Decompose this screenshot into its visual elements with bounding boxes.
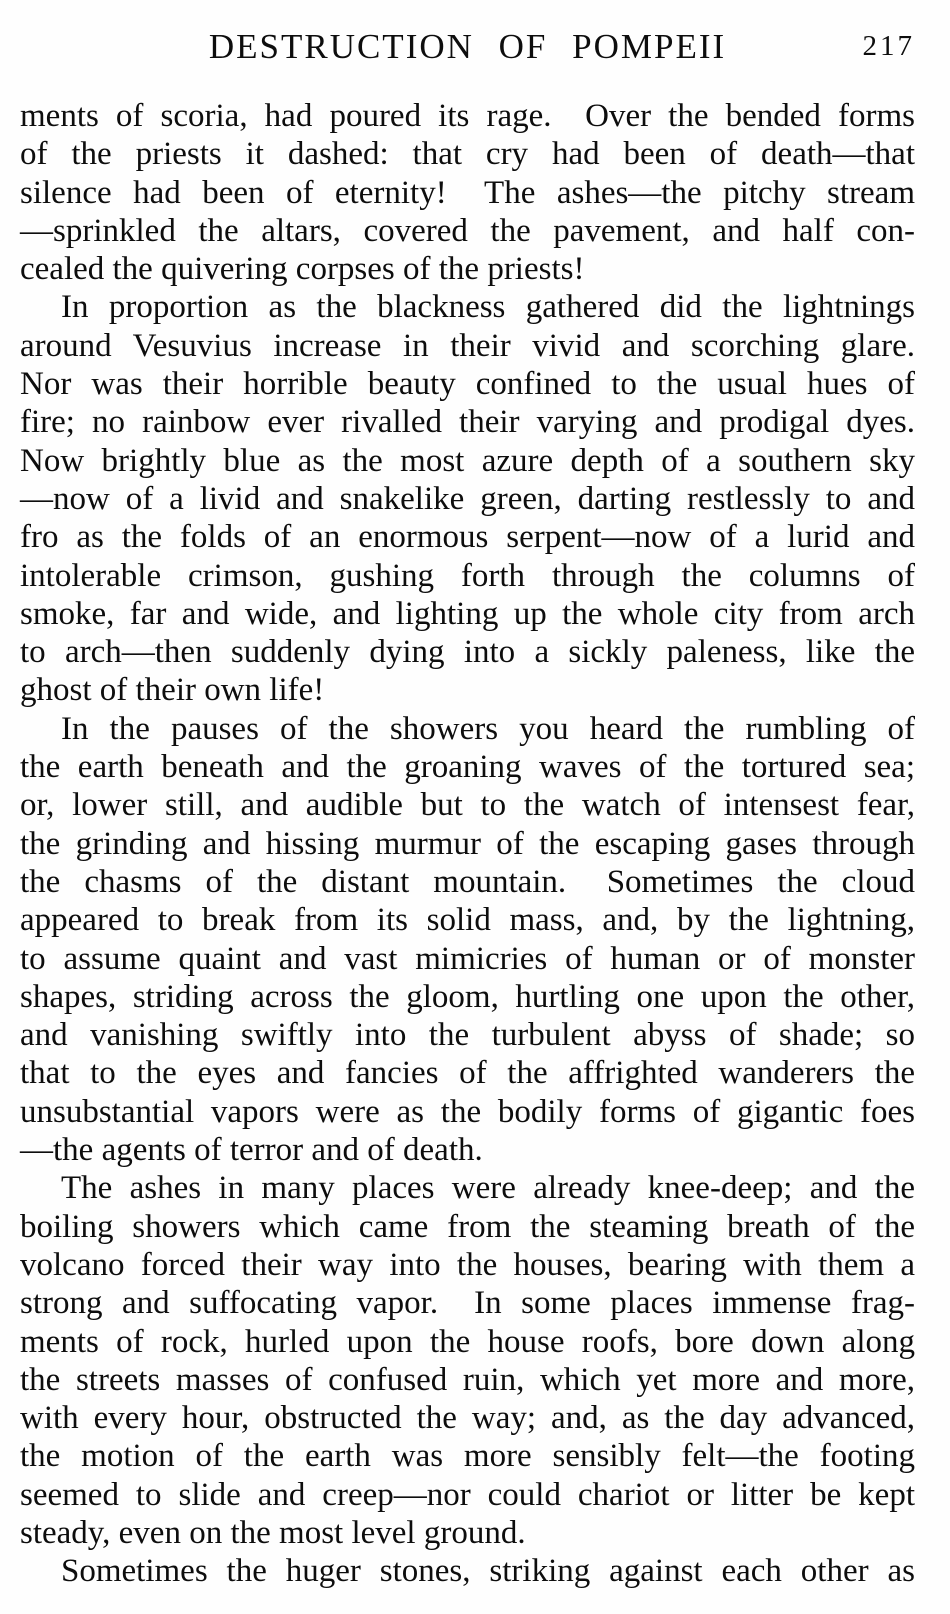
text-line: the streets masses of confused ruin, which yet more and more, (20, 1361, 915, 1398)
text-line: boiling showers which came from the steaming breath of the (20, 1208, 915, 1245)
text-line: —sprinkled the altars, covered the pavement, and half con- (20, 212, 915, 249)
text-line: fire; no rainbow ever rivalled their varying and prodigal dyes. (20, 404, 915, 441)
text-line: unsubstantial vapors were as the bodily forms of gigantic foes (20, 1093, 915, 1130)
text-line: intolerable crimson, gushing forth through the columns of (20, 557, 915, 594)
text-line: the earth beneath and the groaning waves of the tortured sea; (20, 749, 915, 786)
paragraph (20, 1552, 915, 1590)
paragraph (20, 1169, 915, 1552)
text-line: ghost of their own life! (20, 672, 325, 709)
text-line: to assume quaint and vast mimicries of human or of monster (20, 940, 915, 977)
text-line: to arch—then suddenly dying into a sickly paleness, like the (20, 634, 915, 671)
text-line: In proportion as the blackness gathered did the lightnings (61, 289, 915, 326)
text-line: Now brightly blue as the most azure depth of a southern sky (20, 442, 915, 479)
text-line: or, lower still, and audible but to the watch of intensest fear, (20, 787, 915, 824)
text-line: around Vesuvius increase in their vivid and scorching glare. (20, 327, 915, 364)
text-line: the chasms of the distant mountain. Sometimes the cloud (20, 863, 915, 900)
text-line: fro as the folds of an enormous serpent—now of a lurid and (20, 519, 915, 556)
text-line: of the priests it dashed: that cry had been of death—that (20, 136, 915, 173)
text-line: Sometimes the huger stones, striking against each other as (61, 1553, 915, 1590)
text-line: The ashes in many places were already knee-deep; and the (61, 1170, 915, 1207)
text-line: ments of scoria, had poured its rage. Over the bended forms (20, 98, 915, 134)
running-title: DESTRUCTION OF POMPEII (208, 27, 727, 66)
text-line: Nor was their horrible beauty confined to the usual hues of (20, 366, 915, 403)
text-line: silence had been of eternity! The ashes—the pitchy stream (20, 174, 915, 211)
text-line: shapes, striding across the gloom, hurtling one upon the other, (20, 978, 915, 1015)
paragraph (20, 288, 915, 709)
text-line: that to the eyes and fancies of the affrighted wanderers the (20, 1055, 915, 1092)
text-line: strong and suffocating vapor. In some places immense frag- (20, 1285, 915, 1322)
text-line: the grinding and hissing murmur of the escaping gases through (20, 825, 915, 862)
text-line: with every hour, obstructed the way; and, as the day advanced, (20, 1400, 915, 1437)
text-line: the motion of the earth was more sensibly felt—the footing (20, 1438, 915, 1475)
text-line: smoke, far and wide, and lighting up the whole city from arch (20, 595, 915, 632)
text-line: and vanishing swiftly into the turbulent abyss of shade; so (20, 1017, 915, 1054)
text-line: —the agents of terror and of death. (20, 1132, 483, 1169)
page-header (20, 28, 915, 66)
text-line: seemed to slide and creep—nor could chariot or litter be kept (20, 1476, 915, 1513)
body-text (20, 97, 915, 1591)
page-number: 217 (862, 30, 915, 62)
text-line: In the pauses of the showers you heard the rumbling of (61, 710, 915, 747)
text-line: cealed the quivering corpses of the priests! (20, 251, 585, 288)
text-line: appeared to break from its solid mass, and, by the lightning, (20, 902, 915, 939)
text-line: volcano forced their way into the houses, bearing with them a (20, 1246, 915, 1283)
text-line: ments of rock, hurled upon the house roofs, bore down along (20, 1323, 915, 1360)
text-line: —now of a livid and snakelike green, darting restlessly to and (20, 480, 915, 517)
paragraph (20, 710, 915, 1170)
paragraph (20, 97, 915, 288)
text-line: steady, even on the most level ground. (20, 1514, 526, 1551)
